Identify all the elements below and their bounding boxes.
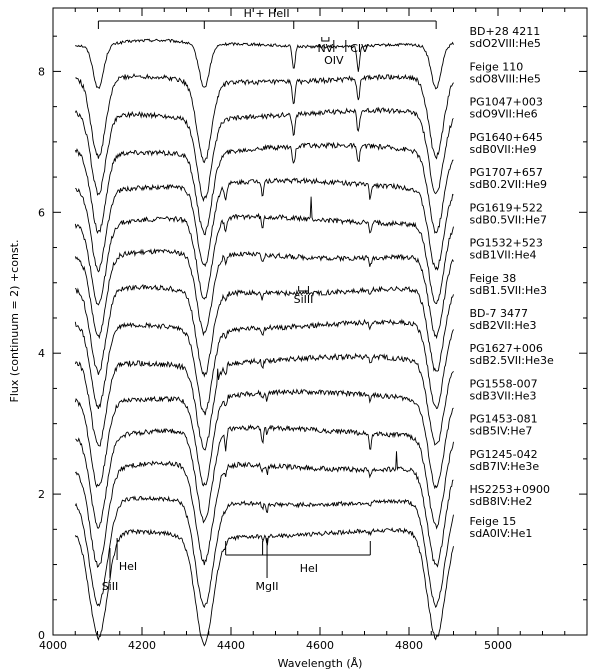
star-name: BD-7 3477 [469, 307, 528, 321]
h-heii-label: H + HeII [243, 7, 290, 20]
spectral-class: sdB5IV:He7 [469, 424, 533, 438]
spectrum-line [75, 354, 453, 450]
spectral-class: sdO9VII:He6 [469, 107, 538, 121]
spectrum-line [75, 426, 453, 529]
y-tick-label: 4 [38, 347, 45, 361]
spectral-class: sdB1VII:He4 [469, 248, 537, 262]
y-axis-label: Flux (continuum = 2) +const. [8, 239, 21, 403]
sii-label: SiII [101, 580, 119, 593]
nv-label: NV [317, 42, 334, 55]
spectral-class: sdB0VII:He9 [469, 142, 537, 156]
star-name: Feige 38 [469, 271, 517, 285]
y-tick-label: 2 [38, 488, 45, 502]
x-tick-label: 4800 [395, 639, 423, 652]
spectral-class: sdB7IV:He3e [469, 459, 540, 473]
x-tick-label: 4400 [217, 639, 245, 652]
star-name: PG1707+657 [469, 166, 543, 180]
star-name: PG1532+523 [469, 236, 543, 250]
siiii-bracket [299, 286, 309, 291]
star-name: BD+28 4211 [469, 25, 541, 39]
civ-label: CIV [350, 42, 369, 55]
star-name: PG1627+006 [469, 342, 543, 356]
y-tick-label: 6 [38, 206, 45, 220]
star-name: PG1619+522 [469, 201, 543, 215]
spectra-series [75, 25, 554, 645]
spectral-class: sdA0IV:He1 [469, 526, 533, 540]
nv-bracket [322, 37, 329, 41]
star-name: Feige 15 [469, 514, 517, 528]
spectral-class: sdB0.5VII:He7 [469, 213, 548, 227]
mgii-label: MgII [255, 580, 279, 593]
oiv-label: OIV [324, 54, 344, 67]
spectral-class: sdB8IV:He2 [469, 495, 533, 509]
line-annotations [98, 7, 436, 593]
spectral-class: sdO8VIII:He5 [469, 72, 541, 86]
spectral-class: sdB2.5VII:He3e [469, 354, 554, 368]
star-name: HS2253+0900 [469, 483, 550, 497]
spectral-class: sdB3VII:He3 [469, 389, 537, 403]
spectral-class: sdB0.2VII:He9 [469, 178, 548, 192]
x-tick-label: 5000 [484, 639, 512, 652]
x-tick-label: 4600 [306, 639, 334, 652]
star-name: PG1558-007 [469, 377, 538, 391]
x-tick-label: 4200 [128, 639, 156, 652]
star-name: Feige 110 [469, 60, 524, 74]
x-axis-label: Wavelength (Å) [277, 657, 363, 670]
y-tick-label: 8 [38, 65, 45, 79]
hei-right-label: HeI [299, 562, 319, 575]
star-name: PG1245-042 [469, 447, 538, 461]
spectral-class: sdO2VIII:He5 [469, 37, 541, 51]
spectrum-line [75, 451, 453, 567]
siiii-label: SiIII [293, 293, 314, 306]
spectral-class: sdB1.5VII:He3 [469, 283, 548, 297]
star-name: PG1047+003 [469, 95, 543, 109]
spectrum-line [75, 320, 453, 415]
spectral-class: sdB2VII:He3 [469, 319, 537, 333]
star-name: PG1453-081 [469, 412, 538, 426]
hei-left-label: HeI [118, 560, 138, 573]
x-tick-label: 4000 [39, 639, 67, 652]
star-name: PG1640+645 [469, 130, 543, 144]
spectrum-line [75, 390, 453, 488]
y-tick-label: 0 [38, 629, 45, 642]
